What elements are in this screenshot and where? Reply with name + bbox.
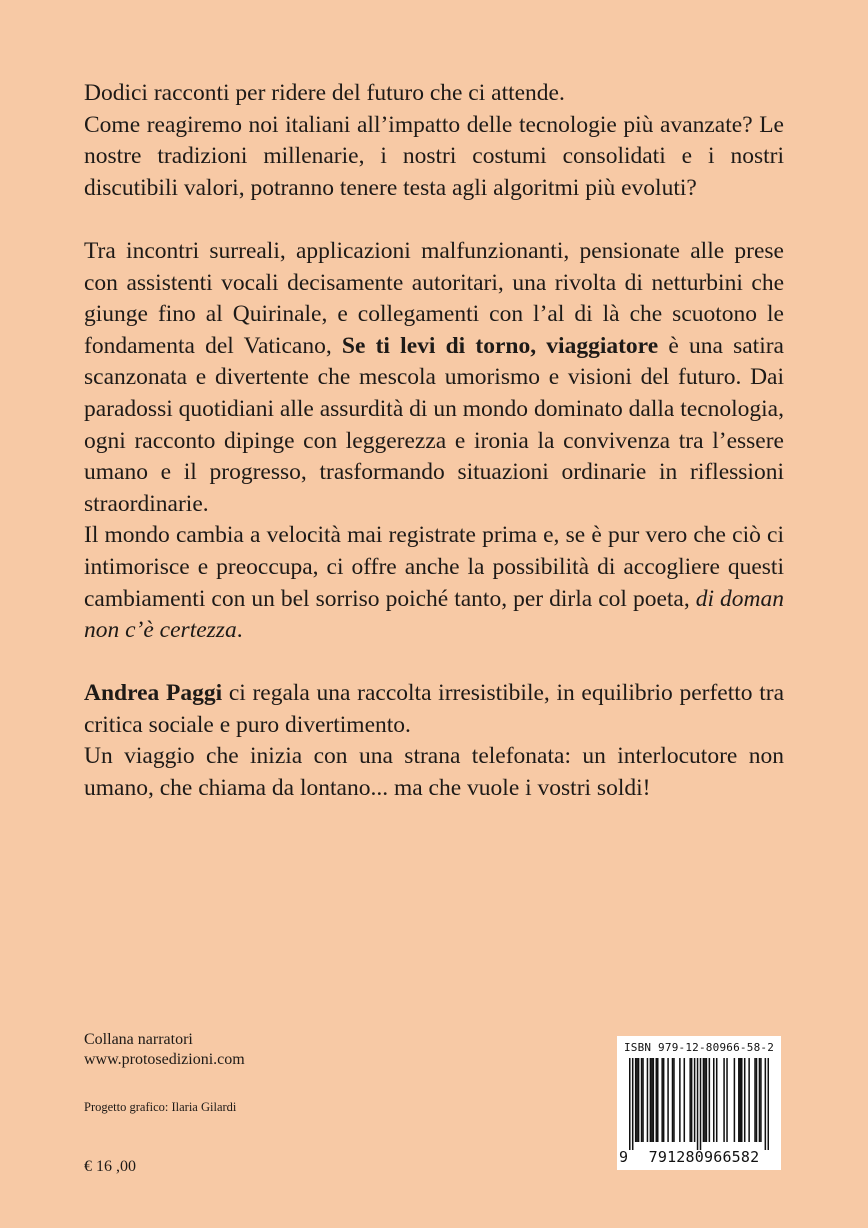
blurb-author-text: ci regala una raccolta irresistibile, in equilibrio perfetto tra critica sociale e puro divertimento. (84, 680, 785, 738)
barcode-bar (765, 1058, 767, 1150)
ean-first-digit: 9 (619, 1148, 629, 1166)
publisher-website: www.protosedizioni.com (84, 1051, 245, 1068)
barcode-bar (756, 1058, 758, 1142)
blurb-paragraph-author (84, 678, 784, 741)
barcode-bar (667, 1058, 669, 1142)
barcode-bar (636, 1058, 638, 1142)
publisher-info (84, 1030, 245, 1070)
barcode-bar (738, 1058, 740, 1142)
barcode-bar (642, 1058, 644, 1142)
blurb-paragraph-journey: Un viaggio che inizia con una strana telefonata: un interlocutore non umano, che chiama da lontano... ma che vuole i vostri soldi! (84, 743, 784, 802)
back-cover-blurb (84, 78, 784, 805)
barcode-bar (697, 1058, 699, 1150)
barcode-bar (723, 1058, 725, 1142)
barcode-bar (672, 1058, 674, 1142)
barcode-bar (656, 1058, 658, 1142)
isbn-label: ISBN 979-12-80966-58-2 (623, 1041, 775, 1054)
barcode-bar (651, 1058, 653, 1142)
book-title: Se ti levi di torno, viaggiatore (341, 332, 659, 359)
barcode-bar (694, 1058, 696, 1142)
barcode-bar (661, 1058, 663, 1142)
barcode-bar (700, 1058, 702, 1150)
blurb-paragraph-plot (84, 236, 784, 520)
series-name: Collana narratori (84, 1031, 193, 1048)
barcode-bar (673, 1058, 675, 1142)
barcode-bar (650, 1058, 652, 1142)
barcode-bar (716, 1058, 718, 1142)
barcode-bar (691, 1058, 693, 1142)
barcode-bar (706, 1058, 708, 1142)
poet-quote: di doman non c’è certezza (84, 585, 785, 644)
blurb-plot-text: Tra incontri surreali, applicazioni malfunzionanti, pensionate alle prese con assistenti vocali decisamente autoritari, una rivolta di netturbini che giunge fino al Quirinale, e collegamenti con l’al di là che scuotono le fondamenta del Vaticano, (84, 237, 784, 359)
blurb-plot-text-continued: è una satira scanzonata e divertente che mescola umorismo e visioni del futuro. Dai paradossi quotidiani alle assurdità di un mondo dominato dalla tecnologia, ogni racconto dipinge con leggerezza e ironia la convivenza tra l’essere umano e il progresso, trasformando situazioni ordinarie in riflessioni straordinarie. (84, 332, 784, 517)
barcode-bar (684, 1058, 686, 1142)
barcode-bar (754, 1058, 756, 1142)
barcode-bar (768, 1058, 769, 1150)
barcode-bar (629, 1058, 631, 1150)
barcode-bar (641, 1058, 643, 1142)
graphic-design-credit: Progetto grafico: Ilaria Gilardi (84, 1100, 237, 1114)
barcode-bar (759, 1058, 761, 1142)
price-label: € 16 ,00 (84, 1158, 136, 1175)
barcode-bar (632, 1058, 634, 1150)
barcode-bar (704, 1058, 706, 1142)
barcode-bar (709, 1058, 711, 1142)
author-name: Andrea Paggi (84, 680, 223, 707)
barcode-bar (744, 1058, 746, 1142)
barcode-bar (635, 1058, 637, 1142)
barcode-bar (748, 1058, 750, 1142)
blurb-paragraph-world (84, 520, 784, 646)
barcode-bar (647, 1058, 649, 1142)
blurb-paragraph-questions: Come reagiremo noi italiani all’impatto delle tecnologie più avanzate? Le nostre tradizioni millenarie, i nostri costumi consolidati e i nostri discutibili valori, potranno tenere testa agli algoritmi più evoluti? (84, 111, 784, 201)
blurb-world-text: Il mondo cambia a velocità mai registrate prima e, se è pur vero che ciò ci intimorisce e preoccupa, ci offre anche la possibilità di accogliere questi cambiamenti con un bel sorriso poiché tanto, per dirla col poeta, (84, 522, 784, 612)
barcode-bar (734, 1058, 736, 1142)
barcode-bar (741, 1058, 743, 1142)
barcode-bars (629, 1058, 769, 1150)
ean-remaining-digits: 791280966582 (648, 1148, 760, 1166)
blurb-line-intro: Dodici racconti per ridere del futuro che ci attende. (84, 80, 565, 106)
barcode-bar (638, 1058, 640, 1142)
barcode-bar (726, 1058, 728, 1142)
barcode-bar (760, 1058, 762, 1142)
barcode-bar (713, 1058, 715, 1142)
barcode-bar (653, 1058, 655, 1142)
barcode-bar (679, 1058, 681, 1142)
isbn-barcode (617, 1036, 781, 1170)
barcode-bar (689, 1058, 691, 1142)
barcode-bar (740, 1058, 742, 1142)
barcode-bar (657, 1058, 659, 1142)
barcode-bar (663, 1058, 665, 1142)
barcode-bar (703, 1058, 705, 1142)
blurb-world-end: . (236, 617, 243, 644)
